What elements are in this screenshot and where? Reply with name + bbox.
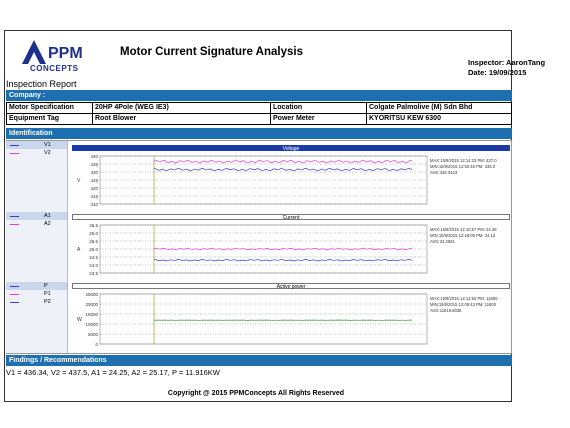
y-tick-label: 25000	[85, 292, 98, 297]
power-legend	[6, 282, 68, 353]
annotation-text: MAX:15/9/2015 12:10:57 PM: 24.38	[430, 227, 497, 232]
plot-area	[100, 294, 427, 344]
location-label: Location	[271, 103, 367, 114]
annotation-text: MIN:15/9/2015 12:09:43 PM: 11600	[430, 302, 497, 307]
location-value: Colgate Palmolive (M) Sdn Bhd	[367, 103, 512, 114]
y-tick-label: 24.0	[89, 263, 98, 268]
inspector-name: Inspector: AaronTang	[468, 58, 546, 67]
legend-label: P	[44, 283, 48, 289]
legend-label: P1	[44, 291, 51, 297]
legend-swatch	[10, 294, 19, 295]
table-row	[7, 114, 512, 125]
current-chart-title: Current	[72, 214, 510, 220]
y-tick-label: 26.0	[89, 231, 98, 236]
power-meter-value: KYORITSU KEW 6300	[367, 114, 512, 125]
legend-item[interactable]	[6, 290, 67, 298]
y-tick-label: 26.5	[89, 223, 98, 228]
current-legend	[6, 212, 68, 282]
report-label: Inspection Report	[6, 79, 77, 89]
legend-swatch	[10, 302, 19, 303]
legend-item[interactable]	[6, 298, 67, 306]
legend-item[interactable]	[6, 212, 67, 220]
y-tick-label: 10000	[85, 322, 98, 327]
y-tick-label: 25.5	[89, 239, 98, 244]
voltage-chart	[72, 152, 510, 210]
findings-bar: Findings / Recommendations	[6, 355, 512, 366]
legend-swatch	[10, 153, 19, 154]
annotation-text: MAX:15/9/2015 12:14:23 PM: 437.0	[430, 158, 497, 163]
legend-swatch	[10, 286, 19, 287]
legend-swatch	[10, 224, 19, 225]
y-tick-label: 23.5	[89, 271, 98, 276]
y-tick-label: 0	[95, 342, 98, 347]
y-tick-label: 24.5	[89, 255, 98, 260]
y-tick-label: 15000	[85, 312, 98, 317]
annotation-text: MAX:15/9/2015 12:12:50 PM: 11800	[430, 296, 498, 301]
logo-subtext: CONCEPTS	[30, 64, 79, 73]
legend-label: V2	[44, 150, 51, 156]
motor-spec-label: Motor Specification	[7, 103, 93, 114]
annotation-text: AVG:24.2561	[430, 239, 455, 244]
y-axis-label: V	[77, 178, 81, 184]
y-tick-label: 425	[90, 178, 98, 183]
findings-text: V1 = 436.34, V2 = 437.5, A1 = 24.25, A2 = 25.17, P = 11.916KW	[6, 368, 220, 377]
power-meter-label: Power Meter	[271, 114, 367, 125]
voltage-chart-title: Voltage	[72, 145, 510, 151]
y-tick-label: 430	[90, 170, 98, 175]
y-tick-label: 440	[90, 154, 98, 159]
legend-label: V1	[44, 142, 51, 148]
y-tick-label: 5000	[87, 332, 98, 337]
company-bar: Company :	[6, 90, 512, 101]
y-tick-label: 410	[90, 202, 98, 207]
y-axis-label: W	[77, 317, 82, 323]
legend-label: A1	[44, 213, 51, 219]
annotation-text: AVG:436.3423	[430, 170, 458, 175]
legend-item[interactable]	[6, 149, 67, 157]
legend-swatch	[10, 145, 19, 146]
legend-item[interactable]	[6, 141, 67, 149]
y-tick-label: 415	[90, 194, 98, 199]
legend-item[interactable]	[6, 220, 67, 228]
identification-bar: Identification	[6, 128, 512, 139]
y-tick-label: 435	[90, 162, 98, 167]
table-row	[7, 103, 512, 114]
voltage-legend	[6, 141, 68, 212]
y-tick-label: 25.0	[89, 247, 98, 252]
motor-spec-value: 20HP 4Pole (WEG IE3)	[93, 103, 271, 114]
power-chart	[72, 290, 510, 350]
equipment-tag-label: Equipment Tag	[7, 114, 93, 125]
legend-swatch	[10, 216, 19, 217]
y-axis-label: A	[77, 247, 81, 253]
annotation-text: MIN:15/9/2015 12:18:05 PM: 24.13	[430, 233, 496, 238]
current-chart	[72, 221, 510, 279]
legend-item[interactable]	[6, 282, 67, 290]
y-tick-label: 420	[90, 186, 98, 191]
copyright-text: Copyright @ 2015 PPMConcepts All Rights Reserved	[167, 390, 345, 397]
info-table	[6, 102, 512, 125]
inspection-date: Date: 19/09/2015	[468, 68, 527, 77]
logo-text: PPM	[48, 45, 83, 62]
annotation-text: AVG:11916.8036	[430, 308, 462, 313]
y-tick-label: 20000	[85, 302, 98, 307]
page-title: Motor Current Signature Analysis	[120, 46, 303, 58]
power-chart-title: Active power	[72, 283, 510, 289]
inspector-block	[468, 58, 545, 78]
legend-label: P2	[44, 299, 51, 305]
legend-label: A2	[44, 221, 51, 227]
annotation-text: MIN:15/9/2015 12:50:45 PM: 435.0	[430, 164, 496, 169]
equipment-tag-value: Root Blower	[93, 114, 271, 125]
